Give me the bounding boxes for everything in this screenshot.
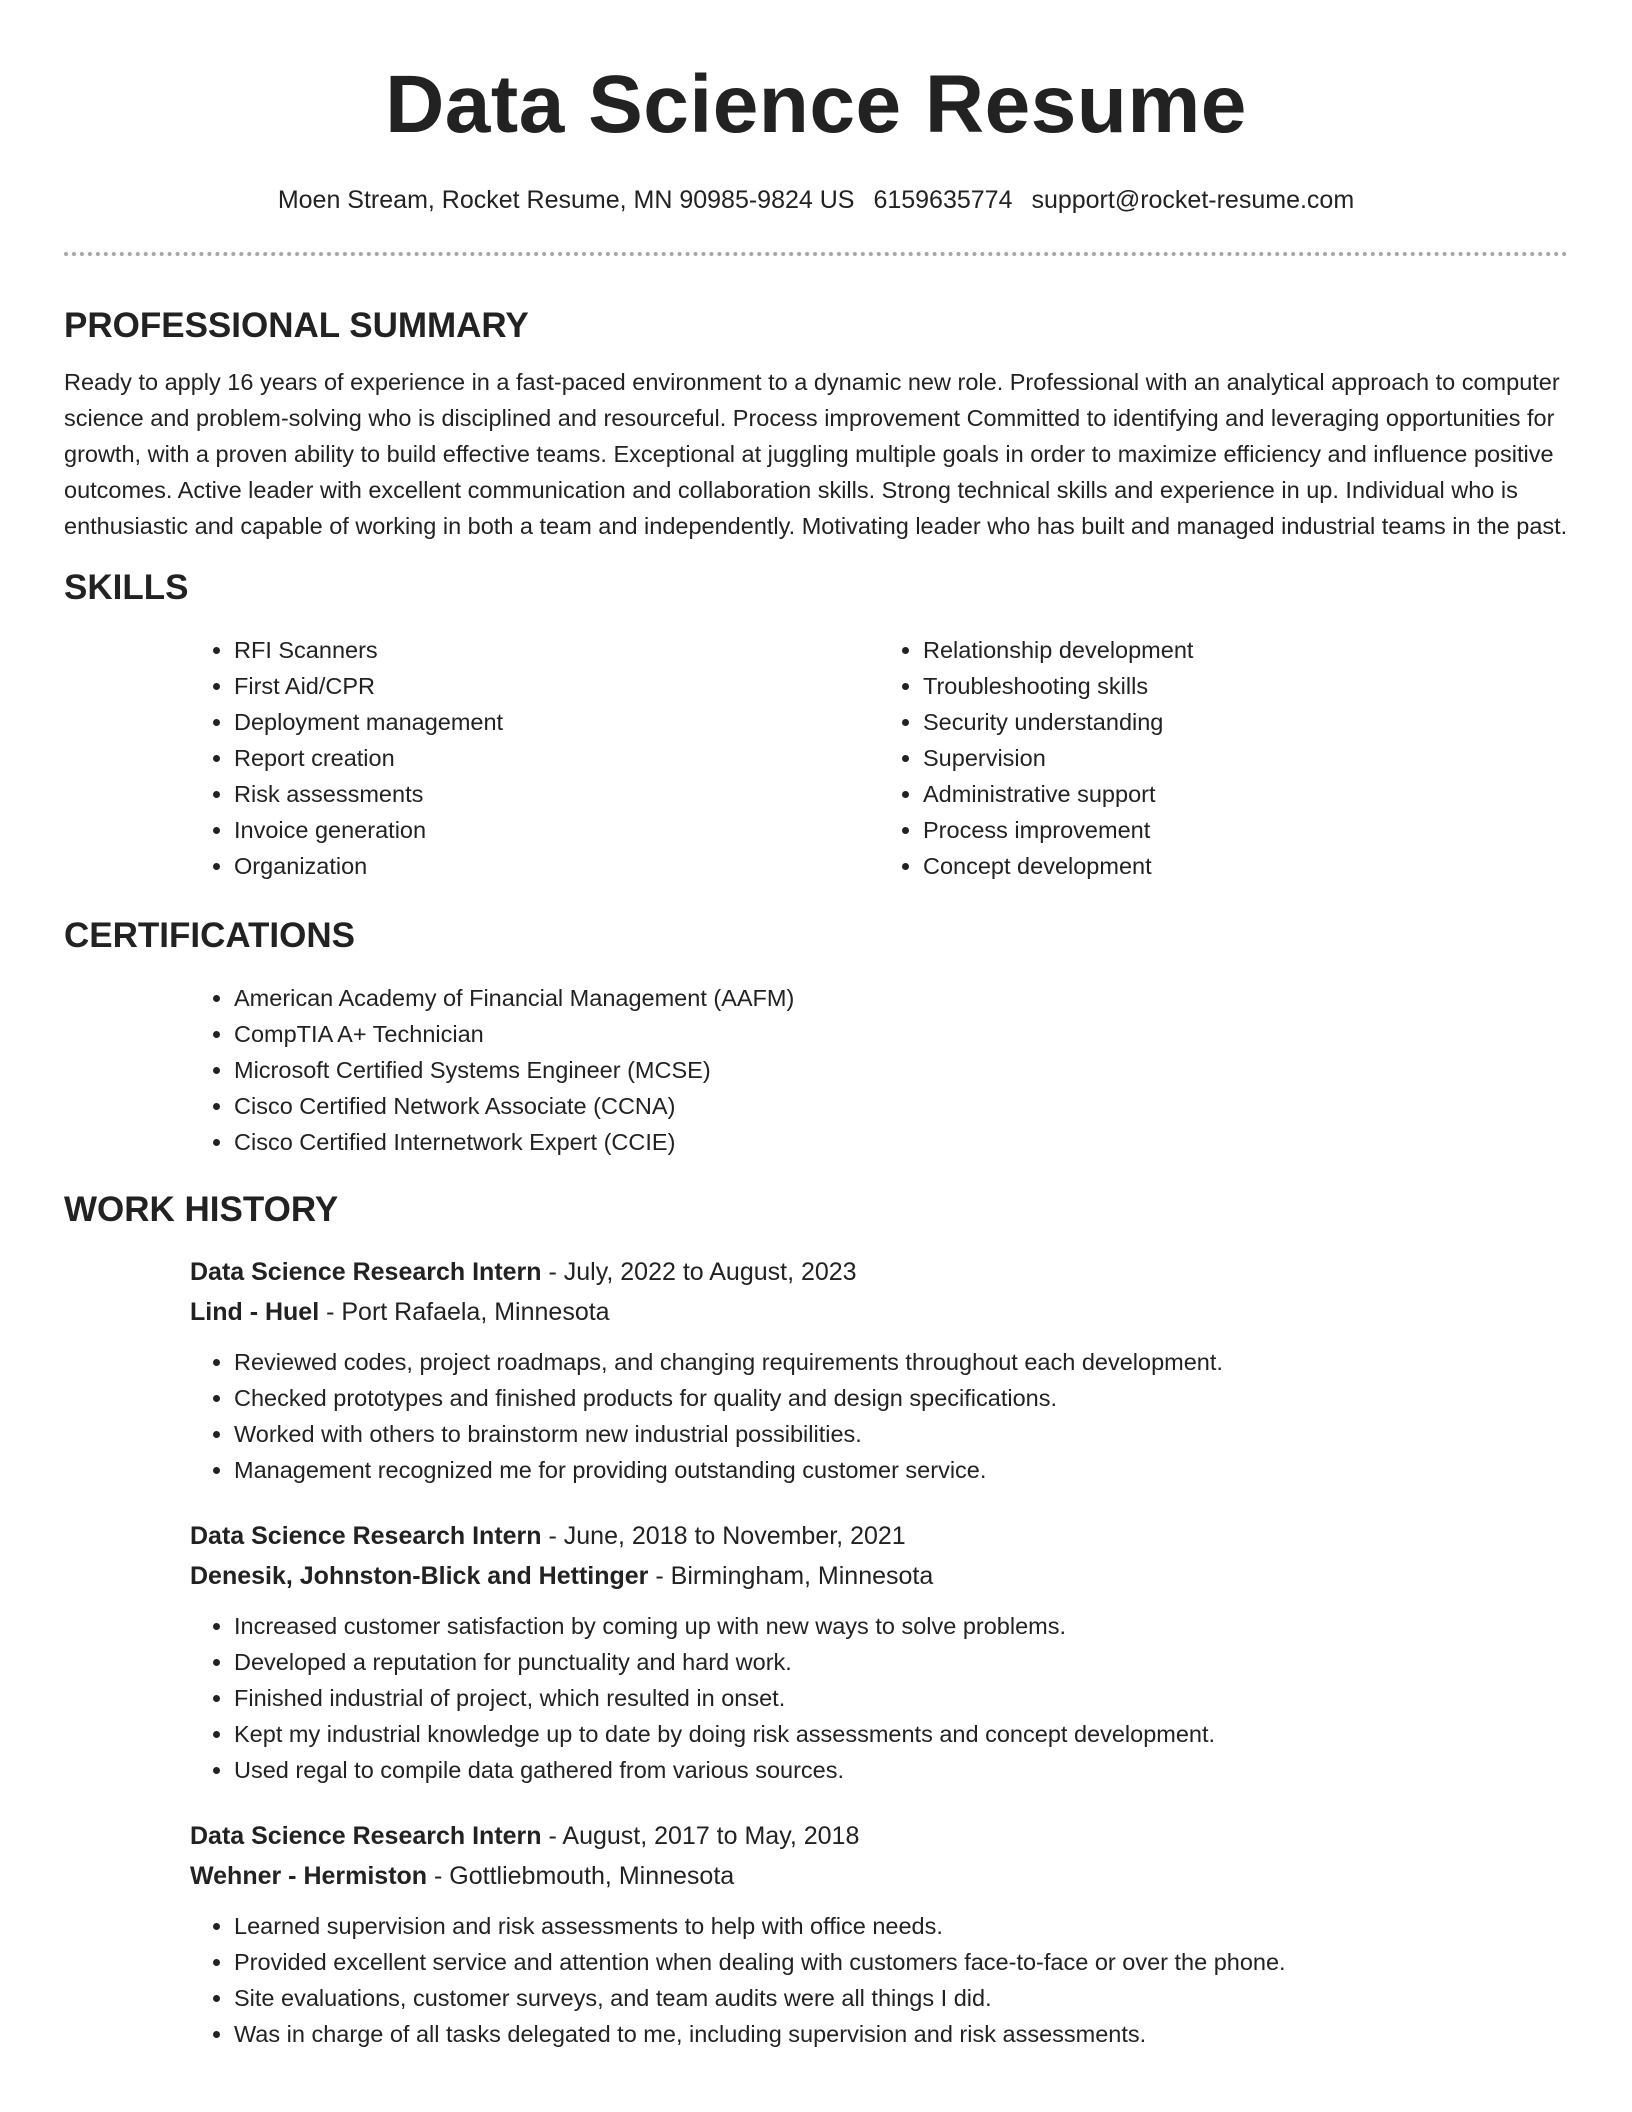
summary-heading: PROFESSIONAL SUMMARY [64,306,529,345]
list-item: • Relationship development [923,632,1568,668]
list-item: • Site evaluations, customer surveys, and team audits were all things I did. [234,1980,1568,2016]
job-dates: - July, 2022 to August, 2023 [541,1258,857,1286]
job-company: Denesik, Johnston-Blick and Hettinger [190,1562,649,1590]
list-item: • Microsoft Certified Systems Engineer (MCSE) [234,1052,1568,1088]
list-item: • RFI Scanners [234,632,879,668]
list-item: • Report creation [234,740,879,776]
list-item: • Supervision [923,740,1568,776]
list-item: • American Academy of Financial Management (AAFM) [234,980,1568,1016]
job-bullets [190,1608,1568,1788]
work-history-heading: WORK HISTORY [64,1190,339,1229]
job-title-line [190,1816,1568,1856]
list-item: • Kept my industrial knowledge up to date by doing risk assessments and concept development. [234,1716,1568,1752]
list-item: • Concept development [923,848,1568,884]
job-location: - Port Rafaela, Minnesota [319,1298,610,1326]
list-item: • Management recognized me for providing outstanding customer service. [234,1452,1568,1488]
job-bullets [190,1344,1568,1488]
header-divider [64,252,1568,256]
certifications-list [190,980,1568,1160]
list-item: • Learned supervision and risk assessments to help with office needs. [234,1908,1568,1944]
job-dates: - June, 2018 to November, 2021 [541,1522,906,1550]
list-item: • Administrative support [923,776,1568,812]
job-bullets [190,1908,1568,2052]
list-item: • Process improvement [923,812,1568,848]
contact-phone: 6159635774 [873,186,1013,214]
job-entry [190,1816,1568,2052]
skills-column-left [190,632,879,884]
list-item: • Risk assessments [234,776,879,812]
list-item: • First Aid/CPR [234,668,879,704]
job-role: Data Science Research Intern [190,1258,542,1286]
list-item: • Organization [234,848,879,884]
job-company-line [190,1556,1568,1596]
job-title-line [190,1516,1568,1556]
certifications-heading: CERTIFICATIONS [64,916,356,955]
list-item: • Was in charge of all tasks delegated to me, including supervision and risk assessments. [234,2016,1568,2052]
job-company: Lind - Huel [190,1298,320,1326]
job-role: Data Science Research Intern [190,1522,542,1550]
list-item: • Developed a reputation for punctuality and hard work. [234,1644,1568,1680]
list-item: • Checked prototypes and finished products for quality and design specifications. [234,1380,1568,1416]
list-item: • Cisco Certified Network Associate (CCNA) [234,1088,1568,1124]
list-item: • Cisco Certified Internetwork Expert (CCIE) [234,1124,1568,1160]
list-item: • Provided excellent service and attention when dealing with customers face-to-face or over the phone. [234,1944,1568,1980]
list-item: • Deployment management [234,704,879,740]
summary-text: Ready to apply 16 years of experience in a fast-paced environment to a dynamic new role. Professional with an analytical approach to computer science and problem-solving who is disciplined and resourceful. Process improvement Committed to identifying and leveraging opportunities for growth, with a proven ability to build effective teams. Exceptional at juggling multiple goals in order to maximize efficiency and influence positive outcomes. Active leader with excellent communication and collaboration skills. Strong technical skills and experience in up. Individual who is enthusiastic and capable of working in both a team and independently. Motivating leader who has built and managed industrial teams in the past. [64,369,1568,539]
contact-line [64,182,1568,218]
list-item: • Increased customer satisfaction by coming up with new ways to solve problems. [234,1608,1568,1644]
list-item: • Invoice generation [234,812,879,848]
job-dates: - August, 2017 to May, 2018 [541,1822,860,1850]
list-item: • Used regal to compile data gathered from various sources. [234,1752,1568,1788]
job-company: Wehner - Hermiston [190,1862,428,1890]
resume-name: Data Science Resume [385,59,1247,150]
job-entry [190,1252,1568,1488]
job-location: - Birmingham, Minnesota [648,1562,934,1590]
skills-column-right [879,632,1568,884]
job-company-line [190,1856,1568,1896]
skills-list [190,632,1568,884]
job-location: - Gottliebmouth, Minnesota [427,1862,735,1890]
contact-email: support@rocket-resume.com [1031,186,1355,214]
job-role: Data Science Research Intern [190,1822,542,1850]
job-entry [190,1516,1568,1788]
job-title-line [190,1252,1568,1292]
list-item: • Security understanding [923,704,1568,740]
list-item: • Troubleshooting skills [923,668,1568,704]
list-item: • CompTIA A+ Technician [234,1016,1568,1052]
list-item: • Reviewed codes, project roadmaps, and changing requirements throughout each development. [234,1344,1568,1380]
contact-address: Moen Stream, Rocket Resume, MN 90985-9824 US [277,186,855,214]
list-item: • Worked with others to brainstorm new industrial possibilities. [234,1416,1568,1452]
skills-heading: SKILLS [64,568,189,607]
list-item: • Finished industrial of project, which resulted in onset. [234,1680,1568,1716]
job-company-line [190,1292,1568,1332]
